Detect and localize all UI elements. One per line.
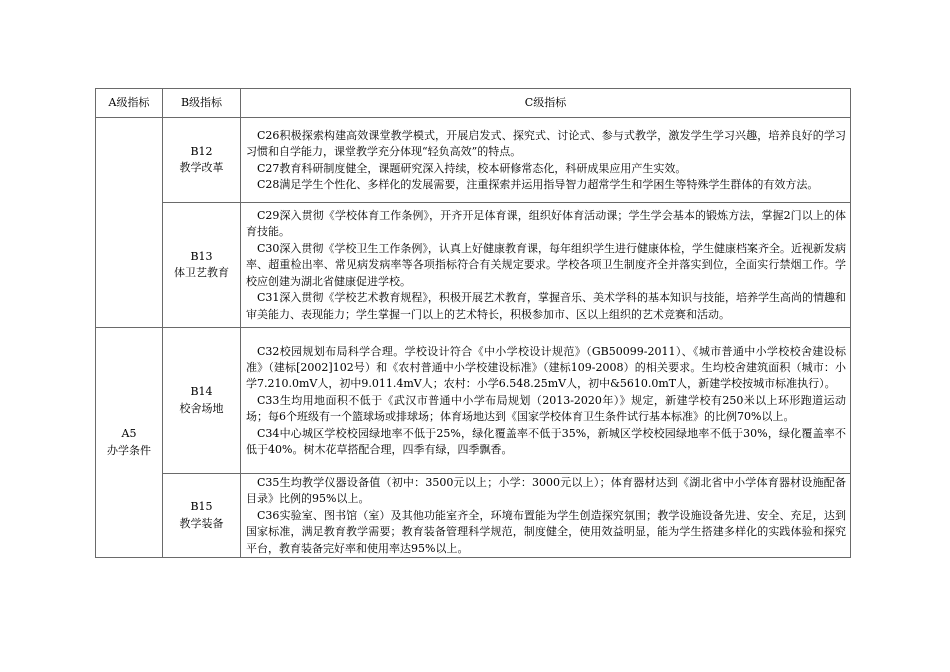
b12-code: B12 — [190, 144, 213, 158]
b14-name: 校舍场地 — [179, 401, 224, 415]
c-level-cell-b14 — [241, 328, 851, 474]
indicator-table — [95, 88, 851, 558]
b12-name: 教学改革 — [179, 161, 224, 174]
indicator-c34: C34中心城区学校校园绿地率不低于25%，绿化覆盖率不低于35%，新城区学校校园绿地率不低于30%，绿化覆盖率不低于40%。树木花草搭配合理，四季有绿，四季飘香。 — [246, 426, 846, 457]
indicator-c33: C33生均用地面积不低于《武汉市普通中小学布局规划（2013-2020年）》规定，新建学校有250米以上环形跑道运动场；每6个班级有一个篮球场或排球场；体育场地达到《国家学校体育卫生条件试行基本标准》的比例70%以上。 — [246, 393, 846, 424]
b-level-cell-b13 — [163, 203, 241, 328]
header-c-level: C级指标 — [241, 89, 851, 118]
table-row — [96, 328, 851, 474]
header-row — [96, 89, 851, 118]
c-level-cell-b12 — [241, 118, 851, 203]
b-level-cell-b14 — [163, 328, 241, 474]
indicator-c36: C36实验室、图书馆（室）及其他功能室齐全，环境布置能为学生创造探究氛围；教学设施设备先进、安全、充足，达到国家标准，满足教育教学需要；教育装备管理科学规范，制度健全，使用效益明显，能为学生搭建多样化的实践体验和探究平台，教育装备完好率和使用率达95%以上。 — [246, 508, 846, 555]
a5-code: A5 — [121, 427, 137, 441]
indicator-c29: C29深入贯彻《学校体育工作条例》，开齐开足体育课，组织好体育活动课；学生学会基本的锻炼方法，掌握2门以上的体育技能。 — [246, 209, 846, 239]
b-level-cell-b15 — [163, 474, 241, 558]
table-row — [96, 118, 851, 203]
b15-name: 教学装备 — [179, 516, 224, 530]
b13-name: 体卫艺教育 — [174, 266, 229, 279]
table-row — [96, 474, 851, 558]
header-a-level: A级指标 — [96, 89, 163, 118]
b15-code: B15 — [190, 500, 213, 514]
indicator-c28: C28满足学生个性化、多样化的发展需要，注重探索并运用指导智力超常学生和学困生等特殊学生群体的有效方法。 — [257, 177, 819, 191]
c-level-cell-b15 — [241, 474, 851, 558]
b-level-cell-b12 — [163, 118, 241, 203]
a5-name: 办学条件 — [107, 443, 151, 457]
a-level-cell-a5 — [96, 328, 163, 558]
indicator-c31: C31深入贯彻《学校艺术教育规程》，积极开展艺术教育，掌握音乐、美术学科的基本知识与技能，培养学生高尚的情趣和审美能力、表现能力；学生掌握一门以上的艺术特长，积极参加市、区以上组织的艺术竞赛和活动。 — [246, 291, 846, 321]
header-b-level: B级指标 — [163, 89, 241, 118]
indicator-c32: C32校园规划布局科学合理。学校设计符合《中小学校设计规范》（GB50099-2011）、《城市普通中小学校校舍建设标准》（建标[2002]102号）和《农村普通中小学校建设标准》（建标109-2008）的相关要求。生均校舍建筑面积（城市：小学7.210.0mV人，初中9.011.4mV人；农村：小学6.548.25mV人，初中&5610.0mT人，新建学校按城市标准执行）。 — [246, 344, 846, 391]
c-level-cell-b13 — [241, 203, 851, 328]
a-level-cell-empty — [96, 118, 163, 328]
b14-code: B14 — [190, 385, 213, 399]
indicator-c27: C27教育科研制度健全，课题研究深入持续，校本研修常态化，科研成果应用产生实效。 — [257, 161, 687, 175]
indicator-c30: C30深入贯彻《学校卫生工作条例》，认真上好健康教育课，每年组织学生进行健康体检，学生健康档案齐全。近视新发病率、超重检出率、常见病发病率等各项指标符合有关规定要求。学校各项卫生制度齐全并落实到位，全面实行禁烟工作。学校应创建为湖北省健康促进学校。 — [246, 241, 846, 288]
table-row — [96, 203, 851, 328]
indicator-c35: C35生均教学仪器设备值（初中：3500元以上；小学：3000元以上）；体育器材达到《湖北省中小学体育器材设施配备目录》比例的95%以上。 — [246, 476, 846, 506]
indicator-c26: C26积极探索构建高效课堂教学模式，开展启发式、探究式、讨论式、参与式教学，激发学生学习兴趣，培养良好的学习习惯和自学能力，课堂教学充分体现“轻负高效”的特点。 — [246, 128, 846, 159]
b13-code: B13 — [190, 249, 213, 263]
